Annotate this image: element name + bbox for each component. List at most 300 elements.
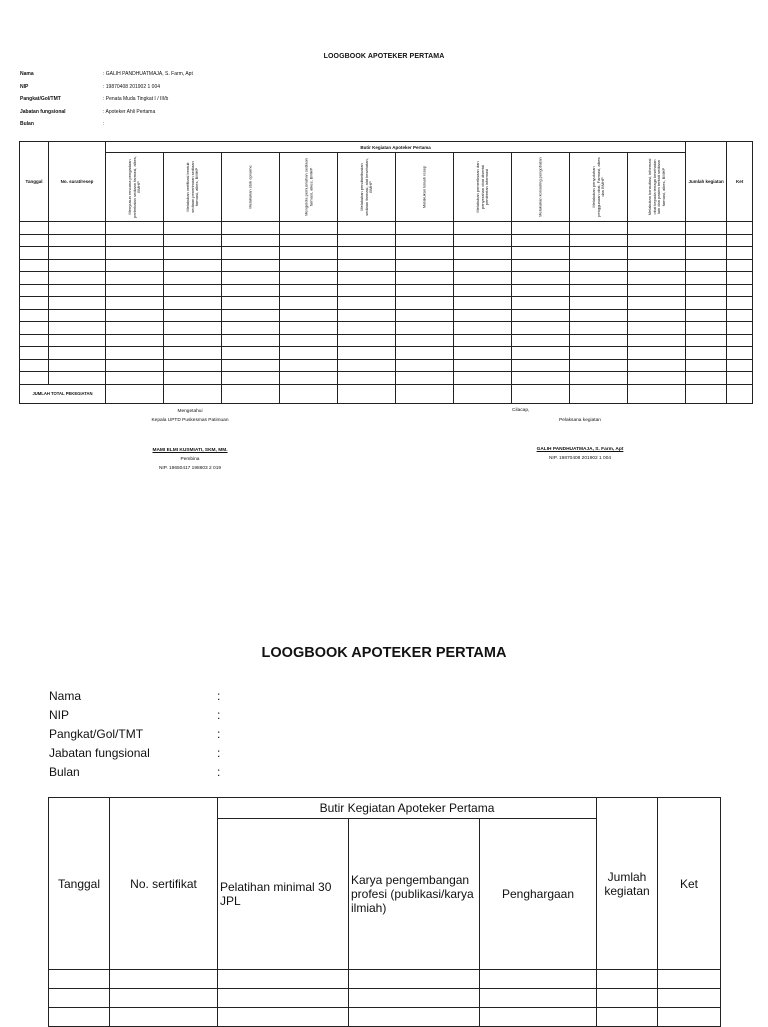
table-cell xyxy=(570,297,628,310)
table-cell xyxy=(49,359,106,372)
table-cell xyxy=(222,384,280,403)
header-butir-kegiatan: Butir Kegiatan Apoteker Pertama xyxy=(106,142,686,153)
table-cell xyxy=(49,309,106,322)
info-label: Jabatan fungsional xyxy=(20,108,66,115)
table-cell xyxy=(222,222,280,235)
table-row xyxy=(49,970,721,989)
table-cell xyxy=(338,372,396,385)
table-cell xyxy=(727,234,753,247)
table-cell xyxy=(49,970,110,989)
table-cell xyxy=(396,222,454,235)
table-cell xyxy=(20,322,49,335)
table-cell xyxy=(164,222,222,235)
info-row-pangkat xyxy=(49,724,220,743)
table-cell xyxy=(280,322,338,335)
table-cell xyxy=(349,989,480,1008)
table-cell xyxy=(686,347,727,360)
table-cell xyxy=(164,284,222,297)
table-cell xyxy=(222,297,280,310)
table-row xyxy=(20,334,753,347)
table-cell xyxy=(686,297,727,310)
table-cell xyxy=(454,234,512,247)
activity-header xyxy=(570,153,628,222)
table-cell xyxy=(727,272,753,285)
table-cell xyxy=(512,359,570,372)
table-cell xyxy=(49,259,106,272)
table-cell xyxy=(727,309,753,322)
table-cell xyxy=(338,284,396,297)
table-cell xyxy=(49,222,106,235)
table-cell xyxy=(280,372,338,385)
table-cell xyxy=(570,372,628,385)
table-cell xyxy=(20,247,49,260)
table-cell xyxy=(106,234,164,247)
table-cell xyxy=(106,334,164,347)
table-cell xyxy=(686,309,727,322)
table-cell xyxy=(338,384,396,403)
table-cell xyxy=(20,297,49,310)
table-cell xyxy=(686,272,727,285)
activity-header xyxy=(106,153,164,222)
info-value: : Apoteker Ahli Pertama xyxy=(103,108,156,115)
table-cell xyxy=(164,384,222,403)
table-cell xyxy=(570,309,628,322)
table-cell xyxy=(164,309,222,322)
table-cell xyxy=(628,284,686,297)
table-cell xyxy=(280,359,338,372)
table-cell xyxy=(280,259,338,272)
table-cell xyxy=(396,347,454,360)
table-cell xyxy=(164,372,222,385)
table-cell xyxy=(454,347,512,360)
table-cell xyxy=(164,347,222,360)
table-cell xyxy=(628,247,686,260)
table-cell xyxy=(570,322,628,335)
table-cell xyxy=(106,384,164,403)
table-cell xyxy=(658,989,721,1008)
table-cell xyxy=(628,272,686,285)
table-cell xyxy=(396,384,454,403)
table-cell xyxy=(20,359,49,372)
header-tanggal: Tanggal xyxy=(49,798,110,970)
table-cell xyxy=(628,297,686,310)
table-cell xyxy=(106,347,164,360)
sig-left-line2: Kepala UPTD Puskesmas Patimuan xyxy=(151,418,229,423)
activity-label: Melakukan stok opname xyxy=(247,165,253,209)
table-cell xyxy=(280,222,338,235)
table-cell xyxy=(338,334,396,347)
table-cell xyxy=(164,359,222,372)
table-cell xyxy=(49,372,106,385)
table-cell xyxy=(686,384,727,403)
table-cell xyxy=(686,284,727,297)
activity-header xyxy=(222,153,280,222)
table-cell xyxy=(686,234,727,247)
table-cell xyxy=(20,272,49,285)
table-cell xyxy=(686,222,727,235)
table-cell xyxy=(218,970,349,989)
table-cell xyxy=(727,247,753,260)
table-cell xyxy=(727,384,753,403)
table-cell xyxy=(396,322,454,335)
info-value: : xyxy=(217,745,221,760)
info-value: : xyxy=(217,707,221,722)
table-cell xyxy=(454,309,512,322)
table-cell xyxy=(222,309,280,322)
page2-title: LOOGBOOK APOTEKER PERTAMA xyxy=(261,645,507,661)
info-row-jabatan xyxy=(49,743,220,762)
table-cell xyxy=(49,347,106,360)
sig-right-name: GALIH PANDHUATMAJA, S. Farm, Apt xyxy=(536,447,624,452)
info-row-nama xyxy=(20,71,193,84)
activity-header xyxy=(280,153,338,222)
activity-label: Melakukan pendistribusian sediaan farmasi, alat kesehatan, BMHP xyxy=(358,158,373,216)
table-cell xyxy=(628,234,686,247)
table-cell xyxy=(512,222,570,235)
page1-logbook-table xyxy=(19,141,753,404)
table-cell xyxy=(727,297,753,310)
info-row-pangkat xyxy=(20,96,193,109)
info-value: : xyxy=(103,121,105,127)
table-cell xyxy=(280,247,338,260)
activity-label: Melakukan verifikasi bentuk sediaan penerimaan sediaan farmasi, alkes, BMHP xyxy=(184,161,199,213)
table-cell xyxy=(222,322,280,335)
activity-label: Melakukan konsultasi, informasi obat kepada tenaga kesehatan lain dan pasien terkait sediaan farmasi, alkes, BMHP xyxy=(646,158,666,216)
table-cell xyxy=(49,284,106,297)
table-cell xyxy=(222,359,280,372)
table-row xyxy=(49,989,721,1008)
signature-left xyxy=(130,409,250,471)
table-cell xyxy=(280,272,338,285)
activity-header-karya: Karya pengembangan profesi (publikasi/karya ilmiah) xyxy=(349,819,480,970)
info-value: : Penata Muda Tingkat I / III/b xyxy=(103,96,169,102)
table-cell xyxy=(49,989,110,1008)
table-cell xyxy=(396,372,454,385)
table-cell xyxy=(454,247,512,260)
header-jumlah-kegiatan: Jumlah kegiatan xyxy=(686,142,727,222)
table-cell xyxy=(280,297,338,310)
table-cell xyxy=(280,284,338,297)
table-cell xyxy=(454,384,512,403)
table-cell xyxy=(570,272,628,285)
table-row xyxy=(20,284,753,297)
table-cell xyxy=(349,970,480,989)
table-cell xyxy=(338,309,396,322)
table-cell xyxy=(512,322,570,335)
table-cell xyxy=(570,347,628,360)
table-cell xyxy=(49,297,106,310)
sig-left-nip: NIP. 19650417 198603 2 019 xyxy=(158,466,222,471)
table-cell xyxy=(338,359,396,372)
table-cell xyxy=(597,989,658,1008)
table-cell xyxy=(20,234,49,247)
activity-label: Melakukan pemeriksaan dan penyerahan obat disertai pemberian informasi xyxy=(474,161,489,213)
table-cell xyxy=(49,272,106,285)
table-cell xyxy=(512,272,570,285)
table-cell xyxy=(454,284,512,297)
table-cell xyxy=(570,284,628,297)
info-value: : 19870408 201902 1 004 xyxy=(103,83,160,90)
table-cell xyxy=(727,322,753,335)
table-cell xyxy=(628,384,686,403)
table-cell xyxy=(512,247,570,260)
table-cell xyxy=(570,222,628,235)
table-cell xyxy=(49,334,106,347)
activity-header xyxy=(396,153,454,222)
table-row xyxy=(20,359,753,372)
activity-header xyxy=(338,153,396,222)
table-cell xyxy=(628,309,686,322)
sig-right-nip: NIP. 19870408 201902 1 004 xyxy=(548,456,612,461)
info-label: NIP xyxy=(49,707,70,722)
table-cell xyxy=(164,334,222,347)
table-cell xyxy=(222,284,280,297)
activity-header-pelatihan: Pelatihan minimal 30 JPL xyxy=(218,819,349,970)
table-cell xyxy=(338,322,396,335)
table-cell xyxy=(454,259,512,272)
table-row xyxy=(20,259,753,272)
table-cell xyxy=(597,970,658,989)
table-cell xyxy=(20,259,49,272)
info-label: Nama xyxy=(20,71,34,77)
table-row xyxy=(20,222,753,235)
header-butir-kegiatan: Butir Kegiatan Apoteker Pertama xyxy=(218,798,597,819)
table-cell xyxy=(396,309,454,322)
header-ket: Ket xyxy=(727,142,753,222)
table-cell xyxy=(628,222,686,235)
table-cell xyxy=(222,272,280,285)
page1-table-body xyxy=(20,222,753,385)
table-cell xyxy=(338,234,396,247)
table-cell xyxy=(338,222,396,235)
table-cell xyxy=(396,297,454,310)
activity-label: Mengelola pemusnahan sediaan farmasi, alkes, BMHP xyxy=(302,158,313,216)
table-cell xyxy=(20,284,49,297)
table-cell xyxy=(686,359,727,372)
activity-header xyxy=(512,153,570,222)
table-cell xyxy=(480,970,597,989)
table-cell xyxy=(20,347,49,360)
table-cell xyxy=(570,359,628,372)
table-cell xyxy=(628,347,686,360)
table-cell xyxy=(20,334,49,347)
table-cell xyxy=(512,297,570,310)
table-row xyxy=(20,297,753,310)
page2-identity-block xyxy=(49,686,220,781)
header-no-surat: No. surat/resep xyxy=(49,142,106,222)
table-cell xyxy=(512,347,570,360)
table-cell xyxy=(164,322,222,335)
table-cell xyxy=(110,970,218,989)
table-cell xyxy=(512,384,570,403)
table-cell xyxy=(512,372,570,385)
table-cell xyxy=(338,247,396,260)
table-cell xyxy=(396,247,454,260)
table-cell xyxy=(727,347,753,360)
table-cell xyxy=(628,322,686,335)
table-cell xyxy=(106,247,164,260)
table-cell xyxy=(280,384,338,403)
table-cell xyxy=(686,334,727,347)
table-cell xyxy=(396,334,454,347)
activity-header xyxy=(628,153,686,222)
table-cell xyxy=(106,284,164,297)
info-value: : xyxy=(217,726,221,741)
info-row-nip xyxy=(49,705,220,724)
header-tanggal: Tanggal xyxy=(20,142,49,222)
info-row-nama xyxy=(49,686,220,705)
info-label: Nama xyxy=(49,688,82,703)
table-cell xyxy=(106,222,164,235)
table-cell xyxy=(512,284,570,297)
activity-label: Menyusun rencana pengadaan perbekalan sediaan farmasi, alkes, BMHP xyxy=(126,156,141,218)
table-cell xyxy=(396,234,454,247)
activity-header xyxy=(454,153,512,222)
table-row xyxy=(20,322,753,335)
table-cell xyxy=(512,259,570,272)
table-cell xyxy=(512,309,570,322)
activity-label: Melakukan penyuluhan penggunaan obat, Farmasi, alkes dan BMHP xyxy=(590,157,605,217)
table-cell xyxy=(280,347,338,360)
table-cell xyxy=(338,259,396,272)
table-cell xyxy=(280,334,338,347)
table-cell xyxy=(222,259,280,272)
table-cell xyxy=(454,372,512,385)
table-cell xyxy=(396,272,454,285)
table-row xyxy=(20,234,753,247)
table-cell xyxy=(164,259,222,272)
table-cell xyxy=(570,334,628,347)
table-cell xyxy=(106,297,164,310)
table-cell xyxy=(570,234,628,247)
table-cell xyxy=(454,334,512,347)
table-row xyxy=(20,272,753,285)
table-cell xyxy=(164,272,222,285)
table-cell xyxy=(454,359,512,372)
table-cell xyxy=(164,234,222,247)
table-cell xyxy=(20,309,49,322)
info-row-bulan xyxy=(20,121,193,134)
table-cell xyxy=(49,247,106,260)
table-cell xyxy=(338,297,396,310)
table-cell xyxy=(106,359,164,372)
table-cell xyxy=(570,247,628,260)
table-cell xyxy=(49,322,106,335)
info-row-nip xyxy=(20,84,193,97)
table-total-row xyxy=(20,384,753,403)
table-cell xyxy=(338,272,396,285)
table-cell xyxy=(658,970,721,989)
table-cell xyxy=(222,247,280,260)
table-cell xyxy=(106,259,164,272)
sig-left-name: MAMI ELMI KUSMIATI, SKM, MM. xyxy=(152,448,228,453)
table-cell xyxy=(222,347,280,360)
table-cell xyxy=(280,234,338,247)
page2-logbook-table xyxy=(48,797,721,1027)
table-cell xyxy=(110,989,218,1008)
table-cell xyxy=(164,297,222,310)
activity-label: Melakukan telaah resep xyxy=(421,165,427,209)
info-label: Bulan xyxy=(20,121,34,127)
info-label: Pangkat/Gol/TMT xyxy=(20,96,61,102)
info-value: : xyxy=(217,688,221,703)
table-cell xyxy=(480,989,597,1008)
activity-header-penghargaan: Penghargaan xyxy=(480,819,597,970)
table-cell xyxy=(222,234,280,247)
sig-right-line1: Cilacap, xyxy=(512,408,530,413)
table-cell xyxy=(106,322,164,335)
table-cell xyxy=(222,334,280,347)
table-cell xyxy=(628,259,686,272)
table-cell xyxy=(686,322,727,335)
total-label: JUMLAH TOTAL PEKEGIATAN xyxy=(20,384,106,403)
activity-header xyxy=(164,153,222,222)
table-cell xyxy=(164,247,222,260)
table-cell xyxy=(20,222,49,235)
table-row xyxy=(20,309,753,322)
header-ket: Ket xyxy=(658,798,721,970)
table-cell xyxy=(49,234,106,247)
table-cell xyxy=(454,222,512,235)
table-cell xyxy=(686,259,727,272)
table-row xyxy=(20,347,753,360)
table-cell xyxy=(727,222,753,235)
table-cell xyxy=(396,284,454,297)
table-cell xyxy=(454,272,512,285)
table-cell xyxy=(222,372,280,385)
table-cell xyxy=(727,334,753,347)
page2-table-body xyxy=(49,970,721,1027)
table-cell xyxy=(20,372,49,385)
table-cell xyxy=(338,347,396,360)
table-cell xyxy=(106,272,164,285)
info-value: : GALIH PANDHUATMAJA, S. Farm, Apt xyxy=(103,71,193,77)
info-row-jabatan xyxy=(20,109,193,122)
table-cell xyxy=(727,284,753,297)
table-cell xyxy=(512,334,570,347)
table-cell xyxy=(628,334,686,347)
info-value: : xyxy=(217,764,221,779)
info-label: Pangkat/Gol/TMT xyxy=(49,726,144,741)
header-no-sertifikat: No. sertifikat xyxy=(110,798,218,970)
table-cell xyxy=(396,259,454,272)
page1-identity-block xyxy=(20,71,193,134)
info-row-bulan xyxy=(49,762,220,781)
activity-label: Melakukan konseling pengobatan xyxy=(537,157,543,217)
page1-title: LOOGBOOK APOTEKER PERTAMA xyxy=(323,53,445,60)
table-cell xyxy=(727,359,753,372)
info-label: Bulan xyxy=(49,764,80,779)
sig-left-line1: Mengetahui xyxy=(177,409,203,414)
header-jumlah-kegiatan: Jumlah kegiatan xyxy=(597,798,658,970)
table-cell xyxy=(570,259,628,272)
info-label: NIP xyxy=(20,83,29,90)
sig-right-line2: Pelaksana kegiatan xyxy=(559,418,601,423)
info-label: Jabatan fungsional xyxy=(49,745,150,760)
table-cell xyxy=(454,322,512,335)
table-cell xyxy=(570,384,628,403)
signature-right xyxy=(512,408,640,461)
table-cell xyxy=(454,297,512,310)
table-cell xyxy=(628,359,686,372)
sig-left-role: Pembina xyxy=(180,457,200,462)
table-cell xyxy=(727,372,753,385)
table-cell xyxy=(396,359,454,372)
table-cell xyxy=(280,309,338,322)
table-cell xyxy=(106,372,164,385)
table-row xyxy=(20,247,753,260)
table-cell xyxy=(218,989,349,1008)
